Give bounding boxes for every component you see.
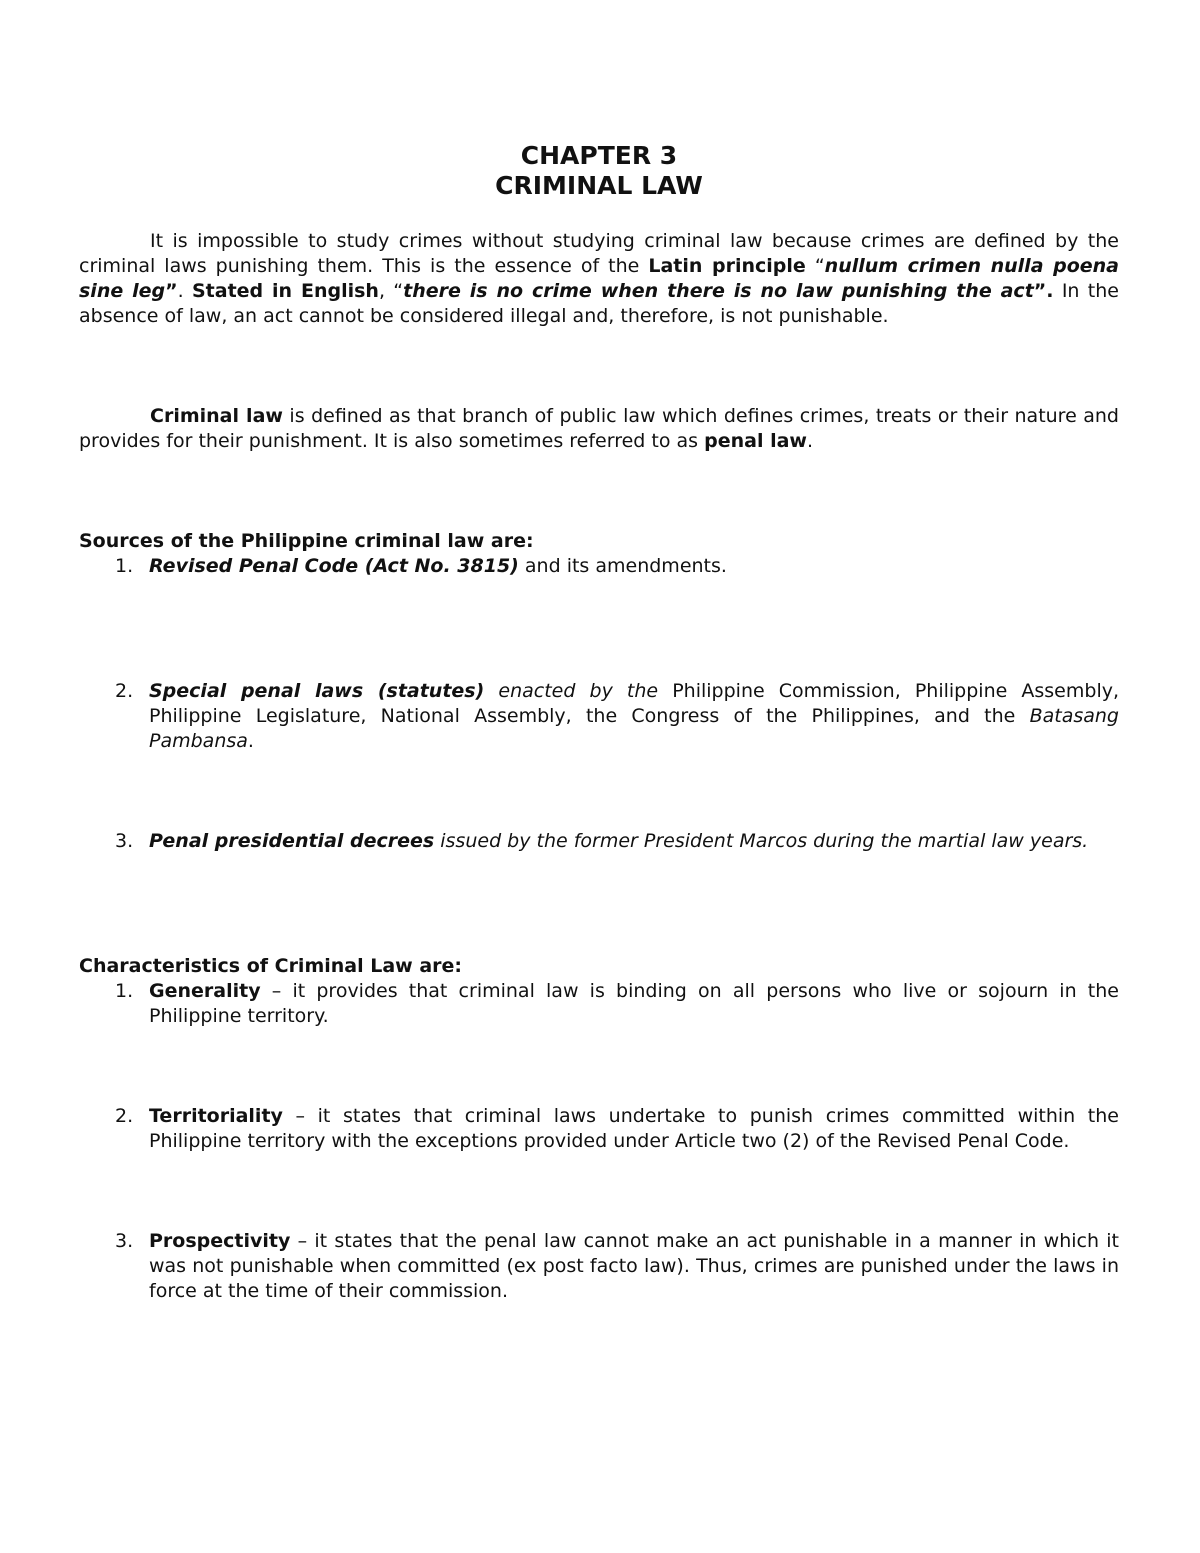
sources-heading: Sources of the Philippine criminal law are:	[79, 530, 534, 552]
text-run: In the absence of law, an act cannot be considered illegal and, therefore, is not punishable.	[79, 280, 1119, 327]
text-run: is defined as that branch of public law which defines crimes, treats or their nature and provides for their punishment. It is also sometimes referred to as	[79, 405, 1119, 452]
bold-run: Generality	[149, 980, 261, 1002]
bold-italic-run: Penal presidential decrees	[149, 830, 435, 852]
bold-run: ”	[165, 280, 178, 302]
text-run: and its amendments.	[518, 555, 727, 577]
text-run: – it states that criminal laws undertake to punish crimes committed within the Philippine territory with the exceptions provided under Article two (2) of the Revised Penal Code.	[149, 1105, 1119, 1152]
bold-italic-run: Special penal laws (statutes)	[149, 680, 485, 702]
list-item	[79, 554, 1119, 579]
sources-list	[79, 554, 1119, 854]
text-run: – it states that the penal law cannot make an act punishable in a manner in which it was not punishable when committed (ex post facto law). Thus, crimes are punished under the laws in force at the time of their commission.	[149, 1230, 1119, 1302]
bold-italic-run: Revised Penal Code (Act No. 3815)	[149, 555, 519, 577]
italic-run: enacted by the	[484, 680, 659, 702]
list-item	[79, 679, 1119, 754]
list-number: 2.	[115, 1105, 134, 1127]
chapter-title: CRIMINAL LAW	[495, 171, 703, 200]
list-item	[79, 829, 1119, 854]
list-item	[79, 1229, 1119, 1304]
bold-run: Criminal law	[150, 405, 283, 427]
document-page	[79, 141, 1119, 1304]
text-run: “	[805, 255, 825, 277]
text-run: .	[806, 430, 814, 452]
characteristics-list	[79, 979, 1119, 1304]
text-run: .	[177, 280, 192, 302]
text-run: It is impossible to study crimes without studying criminal law because crimes are defined by the criminal laws punishing them. This is the essence of the	[79, 230, 1119, 277]
bold-italic-run: nullum crimen nulla poena sine leg	[79, 255, 1120, 302]
list-number: 1.	[115, 980, 134, 1002]
text-run: – it provides that criminal law is binding on all persons who live or sojourn in the Philippine territory.	[149, 980, 1119, 1027]
list-number: 3.	[115, 830, 134, 852]
bold-italic-run: there is no crime when there is no law punishing the act	[403, 280, 1034, 302]
characteristics-heading: Characteristics of Criminal Law are:	[79, 955, 463, 977]
italic-run: Batasang Pambansa	[149, 705, 1119, 752]
bold-run: Stated in English	[192, 280, 379, 302]
bold-run: Prospectivity	[149, 1230, 291, 1252]
list-number: 3.	[115, 1230, 134, 1252]
text-run: , “	[378, 280, 404, 302]
list-number: 2.	[115, 680, 134, 702]
bold-run: Territoriality	[149, 1105, 283, 1127]
chapter-number: CHAPTER 3	[520, 141, 678, 170]
bold-run: Latin principle	[648, 255, 806, 277]
text-run: .	[247, 730, 254, 752]
list-number: 1.	[115, 555, 134, 577]
list-item	[79, 1104, 1119, 1154]
italic-run: issued by the former President Marcos during the martial law years.	[434, 830, 1089, 852]
list-item	[79, 979, 1119, 1029]
text-run: Philippine Commission, Philippine Assembly, Philippine Legislature, National Assembly, the Congress of the Philippines, and the	[149, 680, 1120, 727]
definition-paragraph	[79, 404, 1119, 454]
bold-run: ”.	[1033, 280, 1054, 302]
bold-run: penal law	[704, 430, 807, 452]
intro-paragraph	[79, 229, 1119, 329]
